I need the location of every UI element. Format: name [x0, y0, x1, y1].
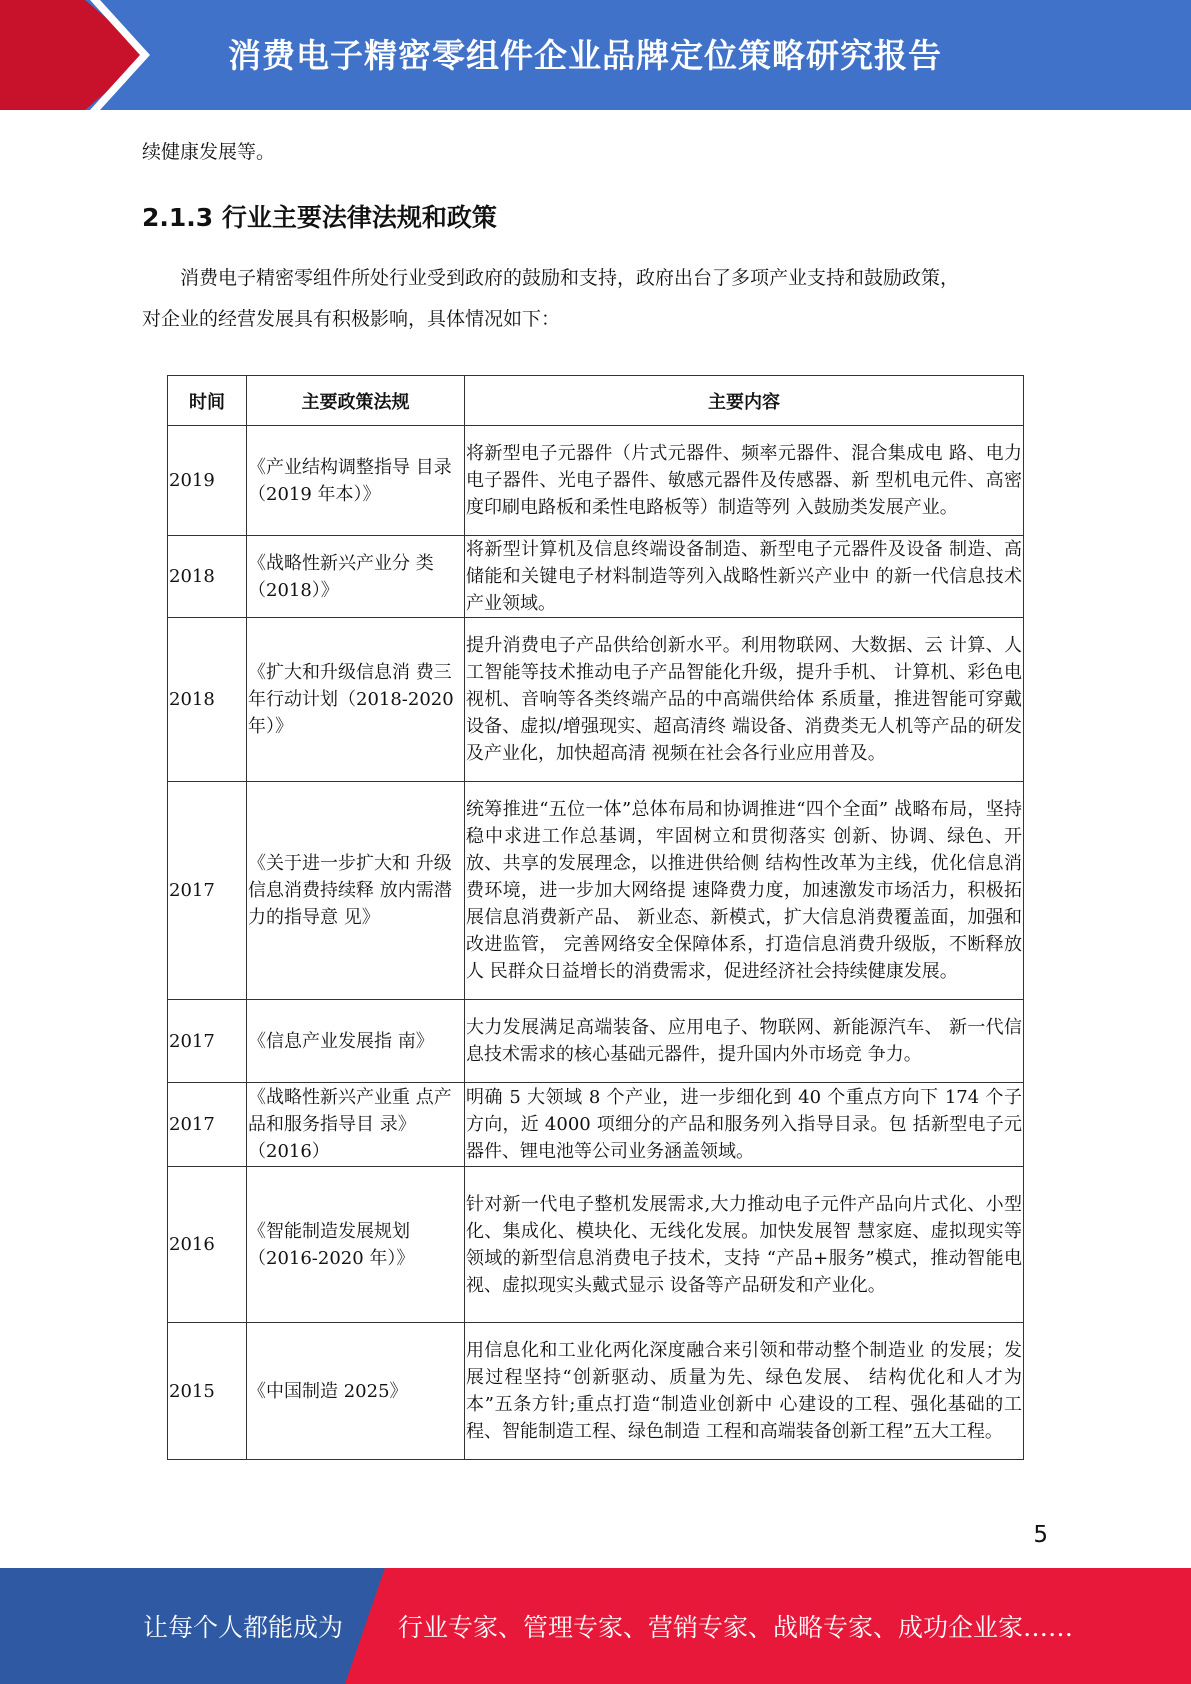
row-year: 2016 — [168, 1167, 247, 1323]
row-year: 2015 — [168, 1323, 247, 1460]
page-header — [0, 0, 1191, 110]
section-heading: 2.1.3 行业主要法律法规和政策 — [142, 203, 497, 232]
table-row — [168, 1323, 1024, 1460]
row-policy: 《中国制造 2025》 — [247, 1323, 465, 1460]
row-policy: 《产业结构调整指导 目录（2019 年本）》 — [247, 426, 465, 536]
table-header-row — [168, 376, 1024, 426]
intro-line: 续健康发展等。 — [142, 141, 276, 163]
report-title: 消费电子精密零组件企业品牌定位策略研究报告 — [228, 36, 942, 75]
row-policy: 《扩大和升级信息消 费三年行动计划（2018-2020 年）》 — [247, 618, 465, 782]
table-row — [168, 1083, 1024, 1167]
table-row — [168, 426, 1024, 536]
row-policy: 《信息产业发展指 南》 — [247, 1000, 465, 1083]
row-policy: 《智能制造发展规划（2016-2020 年）》 — [247, 1167, 465, 1323]
header-policy: 主要政策法规 — [247, 376, 465, 426]
row-year: 2017 — [168, 1083, 247, 1167]
row-content: 统筹推进“五位一体”总体布局和协调推进“四个全面” 战略布局，坚持稳中求进工作总基调，牢固树立和贯彻落实 创新、协调、绿色、开放、共享的发展理念，以推进供给侧 结构性改革为主线，优化信息消费环境，进一步加大网络提 速降费力度，加速激发市场活力，积极拓展信息消费新产品、 新业态、新模式，扩大信息消费覆盖面，加强和改进监管， 完善网络安全保障体系，打造信息消费升级版，不断释放人 民群众日益增长的消费需求，促进经济社会持续健康发展。 — [465, 782, 1024, 1000]
footer-slogan-left: 让每个人都能成为 — [143, 1613, 344, 1642]
header-time: 时间 — [168, 376, 247, 426]
row-content: 大力发展满足高端装备、应用电子、物联网、新能源汽车、 新一代信息技术需求的核心基础元器件，提升国内外市场竞 争力。 — [465, 1000, 1024, 1083]
footer-slogan-right: 行业专家、管理专家、营销专家、战略专家、成功企业家…… — [398, 1613, 1074, 1642]
table-row — [168, 536, 1024, 618]
row-content: 将新型电子元器件（片式元器件、频率元器件、混合集成电 路、电力电子器件、光电子器件、敏感元器件及传感器、新 型机电元件、高密度印刷电路板和柔性电路板等）制造等列 入鼓励类发展产业。 — [465, 426, 1024, 536]
page-number: 5 — [1033, 1522, 1048, 1548]
table-row — [168, 1167, 1024, 1323]
table-row — [168, 1000, 1024, 1083]
row-content: 将新型计算机及信息终端设备制造、新型电子元器件及设备 制造、高储能和关键电子材料制造等列入战略性新兴产业中 的新一代信息技术产业领域。 — [465, 536, 1024, 618]
row-year: 2019 — [168, 426, 247, 536]
row-policy: 《战略性新兴产业分 类（2018）》 — [247, 536, 465, 618]
row-year: 2017 — [168, 782, 247, 1000]
header-red-arrow — [0, 0, 150, 110]
row-year: 2018 — [168, 536, 247, 618]
row-content: 用信息化和工业化两化深度融合来引领和带动整个制造业 的发展；发展过程坚持“创新驱动、质量为先、绿色发展、 结构优化和人才为本”五条方针;重点打造“制造业创新中 心建设的工程、强化基础的工程、智能制造工程、绿色制造 工程和高端装备创新工程”五大工程。 — [465, 1323, 1024, 1460]
page-footer — [0, 1568, 1191, 1684]
row-content: 针对新一代电子整机发展需求,大力推动电子元件产品向片式化、小型化、集成化、模块化、无线化发展。加快发展智 慧家庭、虚拟现实等领域的新型信息消费电子技术，支持 “产品+服务”模式，推动智能电视、虚拟现实头戴式显示 设备等产品研发和产业化。 — [465, 1167, 1024, 1323]
table-row — [168, 618, 1024, 782]
row-content: 明确 5 大领域 8 个产业，进一步细化到 40 个重点方向下 174 个子方向，近 4000 项细分的产品和服务列入指导目录。包 括新型电子元器件、锂电池等公司业务涵盖领域。 — [465, 1083, 1024, 1167]
row-year: 2018 — [168, 618, 247, 782]
row-policy: 《战略性新兴产业重 点产品和服务指导目 录》（2016） — [247, 1083, 465, 1167]
table-row — [168, 782, 1024, 1000]
paragraph-line-2: 对企业的经营发展具有积极影响，具体情况如下： — [142, 308, 561, 330]
header-content: 主要内容 — [465, 376, 1024, 426]
policy-table — [167, 375, 1024, 1460]
row-year: 2017 — [168, 1000, 247, 1083]
row-content: 提升消费电子产品供给创新水平。利用物联网、大数据、云 计算、人工智能等技术推动电子产品智能化升级，提升手机、 计算机、彩色电视机、音响等各类终端产品的中高端供给体 系质量，推进智能可穿戴设备、虚拟/增强现实、超高清终 端设备、消费类无人机等产品的研发及产业化，加快超高清 视频在社会各行业应用普及。 — [465, 618, 1024, 782]
row-policy: 《关于进一步扩大和 升级信息消费持续释 放内需潜力的指导意 见》 — [247, 782, 465, 1000]
paragraph-line-1: 消费电子精密零组件所处行业受到政府的鼓励和支持，政府出台了多项产业支持和鼓励政策， — [180, 267, 960, 289]
